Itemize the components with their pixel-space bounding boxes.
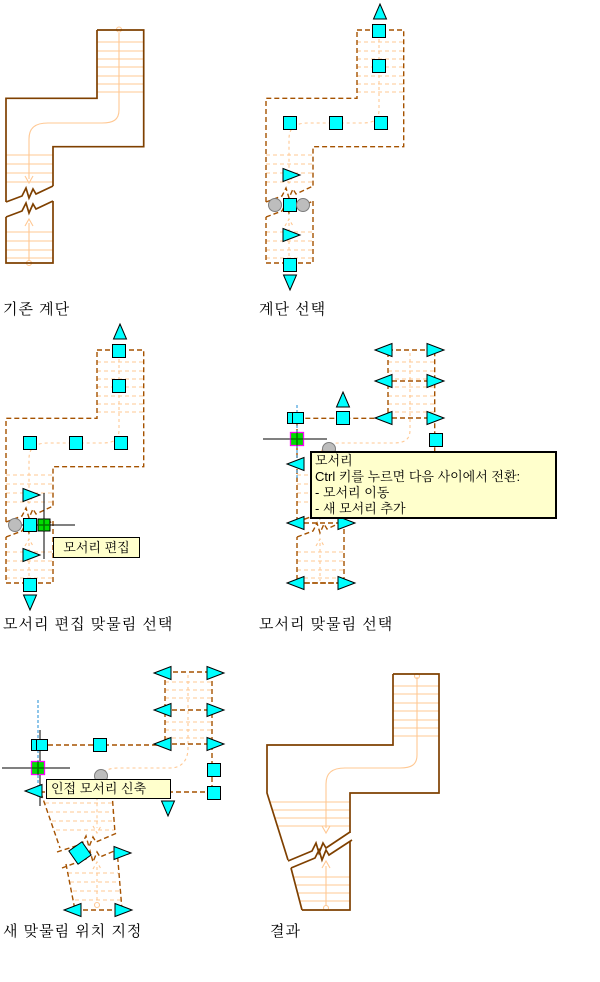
- break-symbol: [6, 186, 53, 217]
- vertex-grip-icon: [373, 60, 386, 73]
- break-symbol: [288, 832, 352, 868]
- panel-existing-stair: [6, 27, 144, 266]
- vertex-grip-icon: [284, 259, 297, 272]
- flow-grip-down-icon: [284, 275, 297, 290]
- vertex-grip-icon: [284, 199, 297, 212]
- vertex-grip-icon: [37, 740, 48, 751]
- edge-grip-left-icon: [287, 458, 304, 471]
- hot-grip-icon: [38, 519, 50, 531]
- edge-grip-right-icon: [23, 549, 40, 562]
- edge-grip-left-icon: [154, 704, 171, 717]
- panel-result: [267, 674, 439, 911]
- caption-stair-selected: 계단 선택: [259, 301, 327, 318]
- grip-tooltip-title: 모서리: [315, 453, 353, 468]
- vertex-grip-icon: [208, 764, 221, 777]
- anchor-grip-icon: [269, 199, 282, 212]
- vertex-grip-icon: [113, 380, 126, 393]
- caption-result: 결과: [270, 923, 301, 940]
- edge-grip-right-icon: [207, 738, 224, 751]
- vertex-grip-icon: [70, 437, 83, 450]
- edge-grip-left-icon: [375, 412, 392, 425]
- grip-tooltip-line: - 새 모서리 추가: [315, 501, 406, 516]
- caption-edge-edit-grip: 모서리 편집 맞물림 선택: [3, 616, 174, 633]
- edge-grip-left-icon: [64, 904, 81, 917]
- panel-stair-selected: [266, 4, 404, 290]
- caption-edge-grip: 모서리 맞물림 선택: [259, 616, 394, 633]
- edge-grip-down-icon: [162, 801, 175, 816]
- vertex-grip-icon: [293, 413, 304, 424]
- edge-grip-right-icon: [283, 229, 300, 242]
- grip-tooltip-edge-edit: 모서리 편집: [53, 537, 140, 558]
- vertex-grip-icon: [24, 579, 37, 592]
- edge-grip-left-icon: [287, 517, 304, 530]
- vertex-grip-icon: [430, 434, 443, 447]
- caption-existing-stair: 기존 계단: [3, 301, 71, 318]
- grip-tooltip-stretch: 인접 모서리 신축: [46, 779, 171, 799]
- vertex-grip-icon: [94, 739, 107, 752]
- grip-tooltip-line: Ctrl 키를 누르면 다음 사이에서 전환:: [315, 469, 521, 484]
- anchor-grip-icon: [297, 199, 310, 212]
- stair-outline: [6, 30, 144, 263]
- edge-grip-left-icon: [375, 375, 392, 388]
- edge-grip-right-icon: [427, 412, 444, 425]
- edge-grip-right-icon: [427, 344, 444, 357]
- vertex-grip-icon: [115, 437, 128, 450]
- flow-grip-down-icon: [24, 595, 37, 610]
- grip-tooltip-line: - 모서리 이동: [315, 485, 390, 500]
- edge-grip-left-icon: [287, 577, 304, 590]
- vertex-grip-icon: [208, 787, 221, 800]
- edge-grip-right-icon: [207, 704, 224, 717]
- edge-grip-right-icon: [207, 667, 224, 680]
- edge-grip-right-icon: [115, 904, 132, 917]
- tread-lines: [6, 42, 144, 258]
- edge-grip-up-icon: [337, 392, 350, 407]
- edge-grip-right-icon: [114, 847, 131, 860]
- anchor-grip-icon: [9, 519, 22, 532]
- vertex-grip-icon: [24, 519, 37, 532]
- tread-lines: [266, 42, 404, 258]
- vertex-grip-icon: [284, 117, 297, 130]
- edge-grip-left-icon: [375, 344, 392, 357]
- edge-grip-left-icon: [25, 785, 42, 798]
- path-end-markers: [324, 674, 420, 911]
- flow-grip-up-icon: [114, 324, 127, 339]
- panel-edge-edit-grip: [6, 324, 144, 610]
- edge-grip-right-icon: [338, 577, 355, 590]
- caption-new-grip-location: 새 맞물림 위치 지정: [3, 923, 143, 940]
- flow-grip-up-icon: [374, 4, 387, 19]
- vertex-grip-icon: [24, 437, 37, 450]
- vertex-grip-icon: [375, 117, 388, 130]
- edge-grip-left-icon: [154, 738, 171, 751]
- edge-grip-right-icon: [427, 375, 444, 388]
- grip-tooltip-edge: [310, 451, 557, 519]
- vertex-grip-icon: [113, 345, 126, 358]
- stair-outline: [267, 674, 439, 910]
- hot-grip-icon: [291, 433, 304, 446]
- vertex-grip-icon: [337, 412, 350, 425]
- vertex-grip-icon: [373, 25, 386, 38]
- path-end-marker: [95, 903, 100, 908]
- vertex-grip-icon: [330, 117, 343, 130]
- edge-grip-left-icon: [154, 667, 171, 680]
- hot-grip-icon: [32, 762, 45, 775]
